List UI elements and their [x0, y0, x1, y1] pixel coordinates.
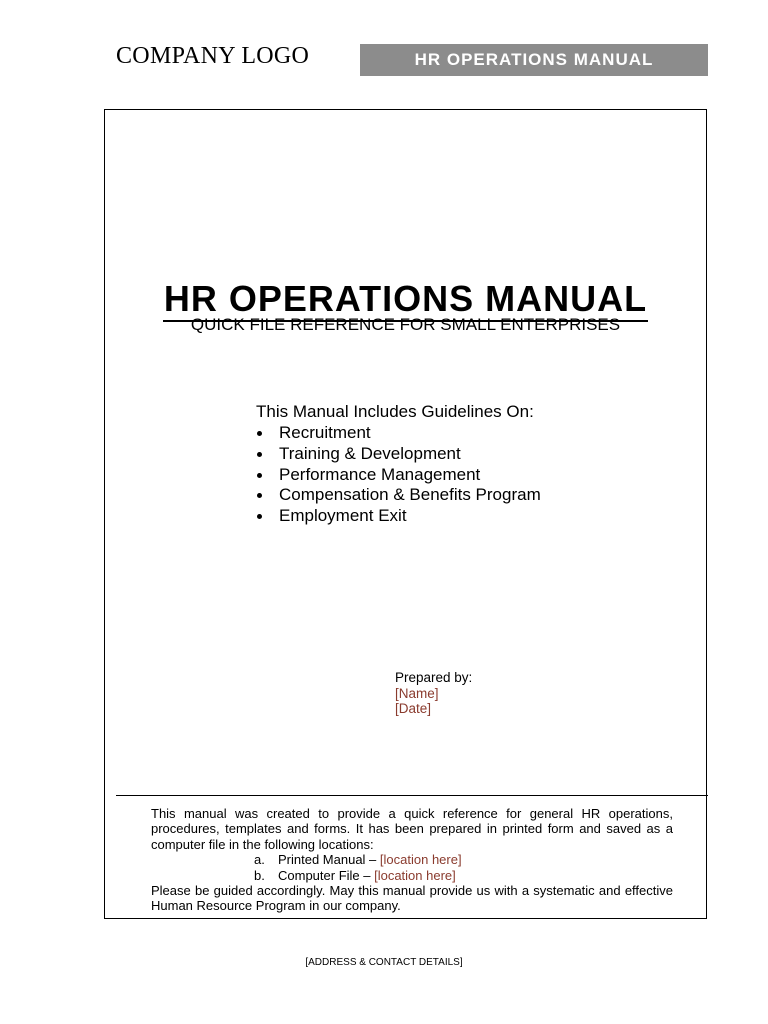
guidelines-heading: This Manual Includes Guidelines On: [256, 402, 534, 421]
prepared-by-block [395, 670, 472, 717]
location-label: Computer File – [278, 867, 375, 883]
document-subtitle: QUICK FILE REFERENCE FOR SMALL ENTERPRISES [190, 315, 621, 334]
location-marker: a. [254, 852, 265, 868]
guideline-item-exit: Employment Exit [256, 506, 541, 527]
guideline-item-training: Training & Development [256, 444, 541, 465]
prepared-by-label: Prepared by: [395, 670, 473, 685]
location-placeholder: [location here] [379, 852, 462, 868]
location-label: Printed Manual – [278, 852, 380, 868]
name-placeholder: [Name] [395, 685, 439, 701]
contact-details-footer: [ADDRESS & CONTACT DETAILS] [305, 957, 463, 968]
guidelines-list [256, 423, 541, 527]
guideline-item-compensation: Compensation & Benefits Program [256, 485, 541, 506]
location-marker: b. [254, 867, 265, 883]
company-logo: COMPANY LOGO [116, 43, 310, 69]
location-item-computer [151, 868, 673, 883]
document-title: HR OPERATIONS MANUAL [163, 278, 648, 322]
location-placeholder: [location here] [374, 867, 456, 883]
guideline-item-performance: Performance Management [256, 465, 541, 486]
date-placeholder: [Date] [395, 701, 432, 716]
manual-notice [151, 806, 673, 914]
header-title: HR OPERATIONS MANUAL [414, 50, 654, 69]
document-title-wrapper [105, 278, 706, 320]
notice-closing: Please be guided accordingly. May this manual provide us with a systematic and effective Human Resource Program in our company. [151, 883, 673, 914]
notice-intro: This manual was created to provide a quick reference for general HR operations, procedures, templates and forms. It has been prepared in printed form and saved as a computer file in the following locations: [151, 806, 673, 852]
guideline-item-recruitment: Recruitment [256, 423, 541, 444]
guidelines-section [256, 402, 541, 527]
header-title-bar [360, 44, 708, 76]
cover-frame [104, 109, 707, 919]
section-divider [116, 795, 708, 796]
location-item-printed [151, 852, 673, 867]
